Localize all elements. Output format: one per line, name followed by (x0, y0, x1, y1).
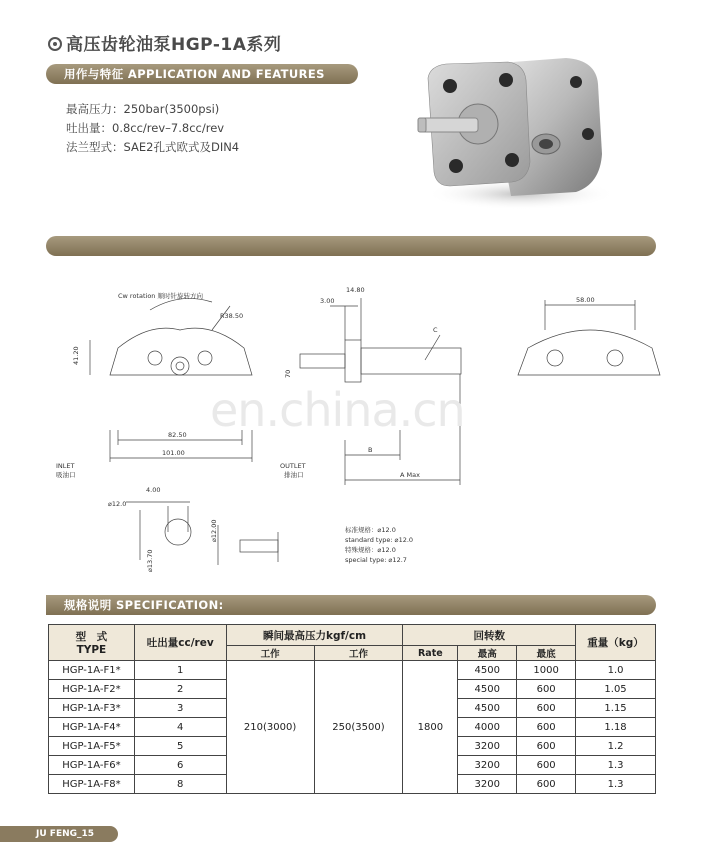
header-type: 型 式 TYPE (49, 625, 135, 661)
inlet-cn-label: 吸油口 (56, 471, 76, 479)
table-row: HGP-1A-F2* 2 4500 600 1.05 (49, 680, 656, 699)
feature-flange: 法兰型式：SAE2孔式欧式及DIN4 (66, 140, 240, 154)
application-banner: 用作与特征 APPLICATION AND FEATURES (46, 64, 358, 84)
outlet-label: OUTLET (280, 462, 306, 470)
outlet-cn-label: 排油口 (284, 471, 304, 479)
page-title-text: 高压齿轮油泵HGP-1A系列 (66, 35, 282, 55)
table-row: HGP-1A-F3* 3 4500 600 1.15 (49, 699, 656, 718)
shaft-d12-label: ⌀12.0 (108, 500, 127, 508)
shaft-note-3: 特殊规格：⌀12.0 (345, 546, 396, 554)
cw-rotation-label: Cw rotation 顺时针旋转方向 (118, 292, 203, 300)
radius-label: R38.50 (220, 312, 244, 320)
spec-banner: 规格说明 SPECIFICATION: (46, 595, 656, 615)
table-row: HGP-1A-F5* 5 3200 600 1.2 (49, 737, 656, 756)
d70-label: 70 (284, 369, 292, 378)
feature-max-pressure: 最高压力：250bar(3500psi) (66, 102, 220, 116)
spec-table (48, 624, 656, 794)
header-weight: 重量（kg） (576, 625, 656, 661)
table-row: HGP-1A-F1* 1 210(3000) 250(3500) 1800 4500 1000 1.0 (49, 661, 656, 680)
header-rpm: 回转数 (403, 625, 576, 646)
amax-label: A Max (400, 471, 420, 479)
watermark: en.china.cn (210, 383, 465, 437)
pressure-work-1: 210(3000) (226, 661, 314, 794)
header-work-1: 工作 (226, 646, 314, 661)
width-82-label: 82.50 (168, 431, 187, 439)
table-row: HGP-1A-F6* 6 3200 600 1.3 (49, 756, 656, 775)
drawing-divider-bar (46, 236, 656, 256)
shaft-note-4: special type: ⌀12.7 (345, 556, 407, 564)
page-title (48, 30, 281, 55)
header-displacement: 吐出量cc/rev (134, 625, 226, 661)
gear-pump-image (416, 44, 616, 214)
header-max: 最高 (458, 646, 517, 661)
flange-14-label: 14.80 (346, 286, 365, 294)
rate-value: 1800 (403, 661, 458, 794)
shaft-note-1: 标准规格：⌀12.0 (345, 526, 396, 534)
flange-3-label: 3.00 (320, 297, 335, 305)
header-pressure: 瞬间最高压力kgf/cm (226, 625, 403, 646)
height-label: 41.20 (72, 346, 80, 365)
table-row: HGP-1A-F4* 4 4000 600 1.18 (49, 718, 656, 737)
header-work-2: 工作 (314, 646, 403, 661)
shaft-4-label: 4.00 (146, 486, 161, 494)
table-row: HGP-1A-F8* 8 3200 600 1.3 (49, 775, 656, 794)
shaft-note-2: standard type: ⌀12.0 (345, 536, 414, 544)
shaft-d12b-label: ⌀12.00 (210, 519, 218, 542)
shaft-d13-label: ⌀13.70 (146, 549, 154, 572)
inlet-label: INLET (56, 462, 75, 470)
rear-58-label: 58.00 (576, 296, 595, 304)
header-min: 最底 (517, 646, 576, 661)
header-rate: Rate (403, 646, 458, 661)
b-label: B (368, 446, 373, 454)
width-101-label: 101.00 (162, 449, 185, 457)
circle-bullet-icon (48, 37, 62, 51)
pressure-work-2: 250(3500) (314, 661, 403, 794)
footer-page-label: JU FENG_15 (0, 826, 118, 842)
feature-displacement: 吐出量：0.8cc/rev–7.8cc/rev (66, 121, 225, 135)
c-label: C (433, 326, 438, 334)
